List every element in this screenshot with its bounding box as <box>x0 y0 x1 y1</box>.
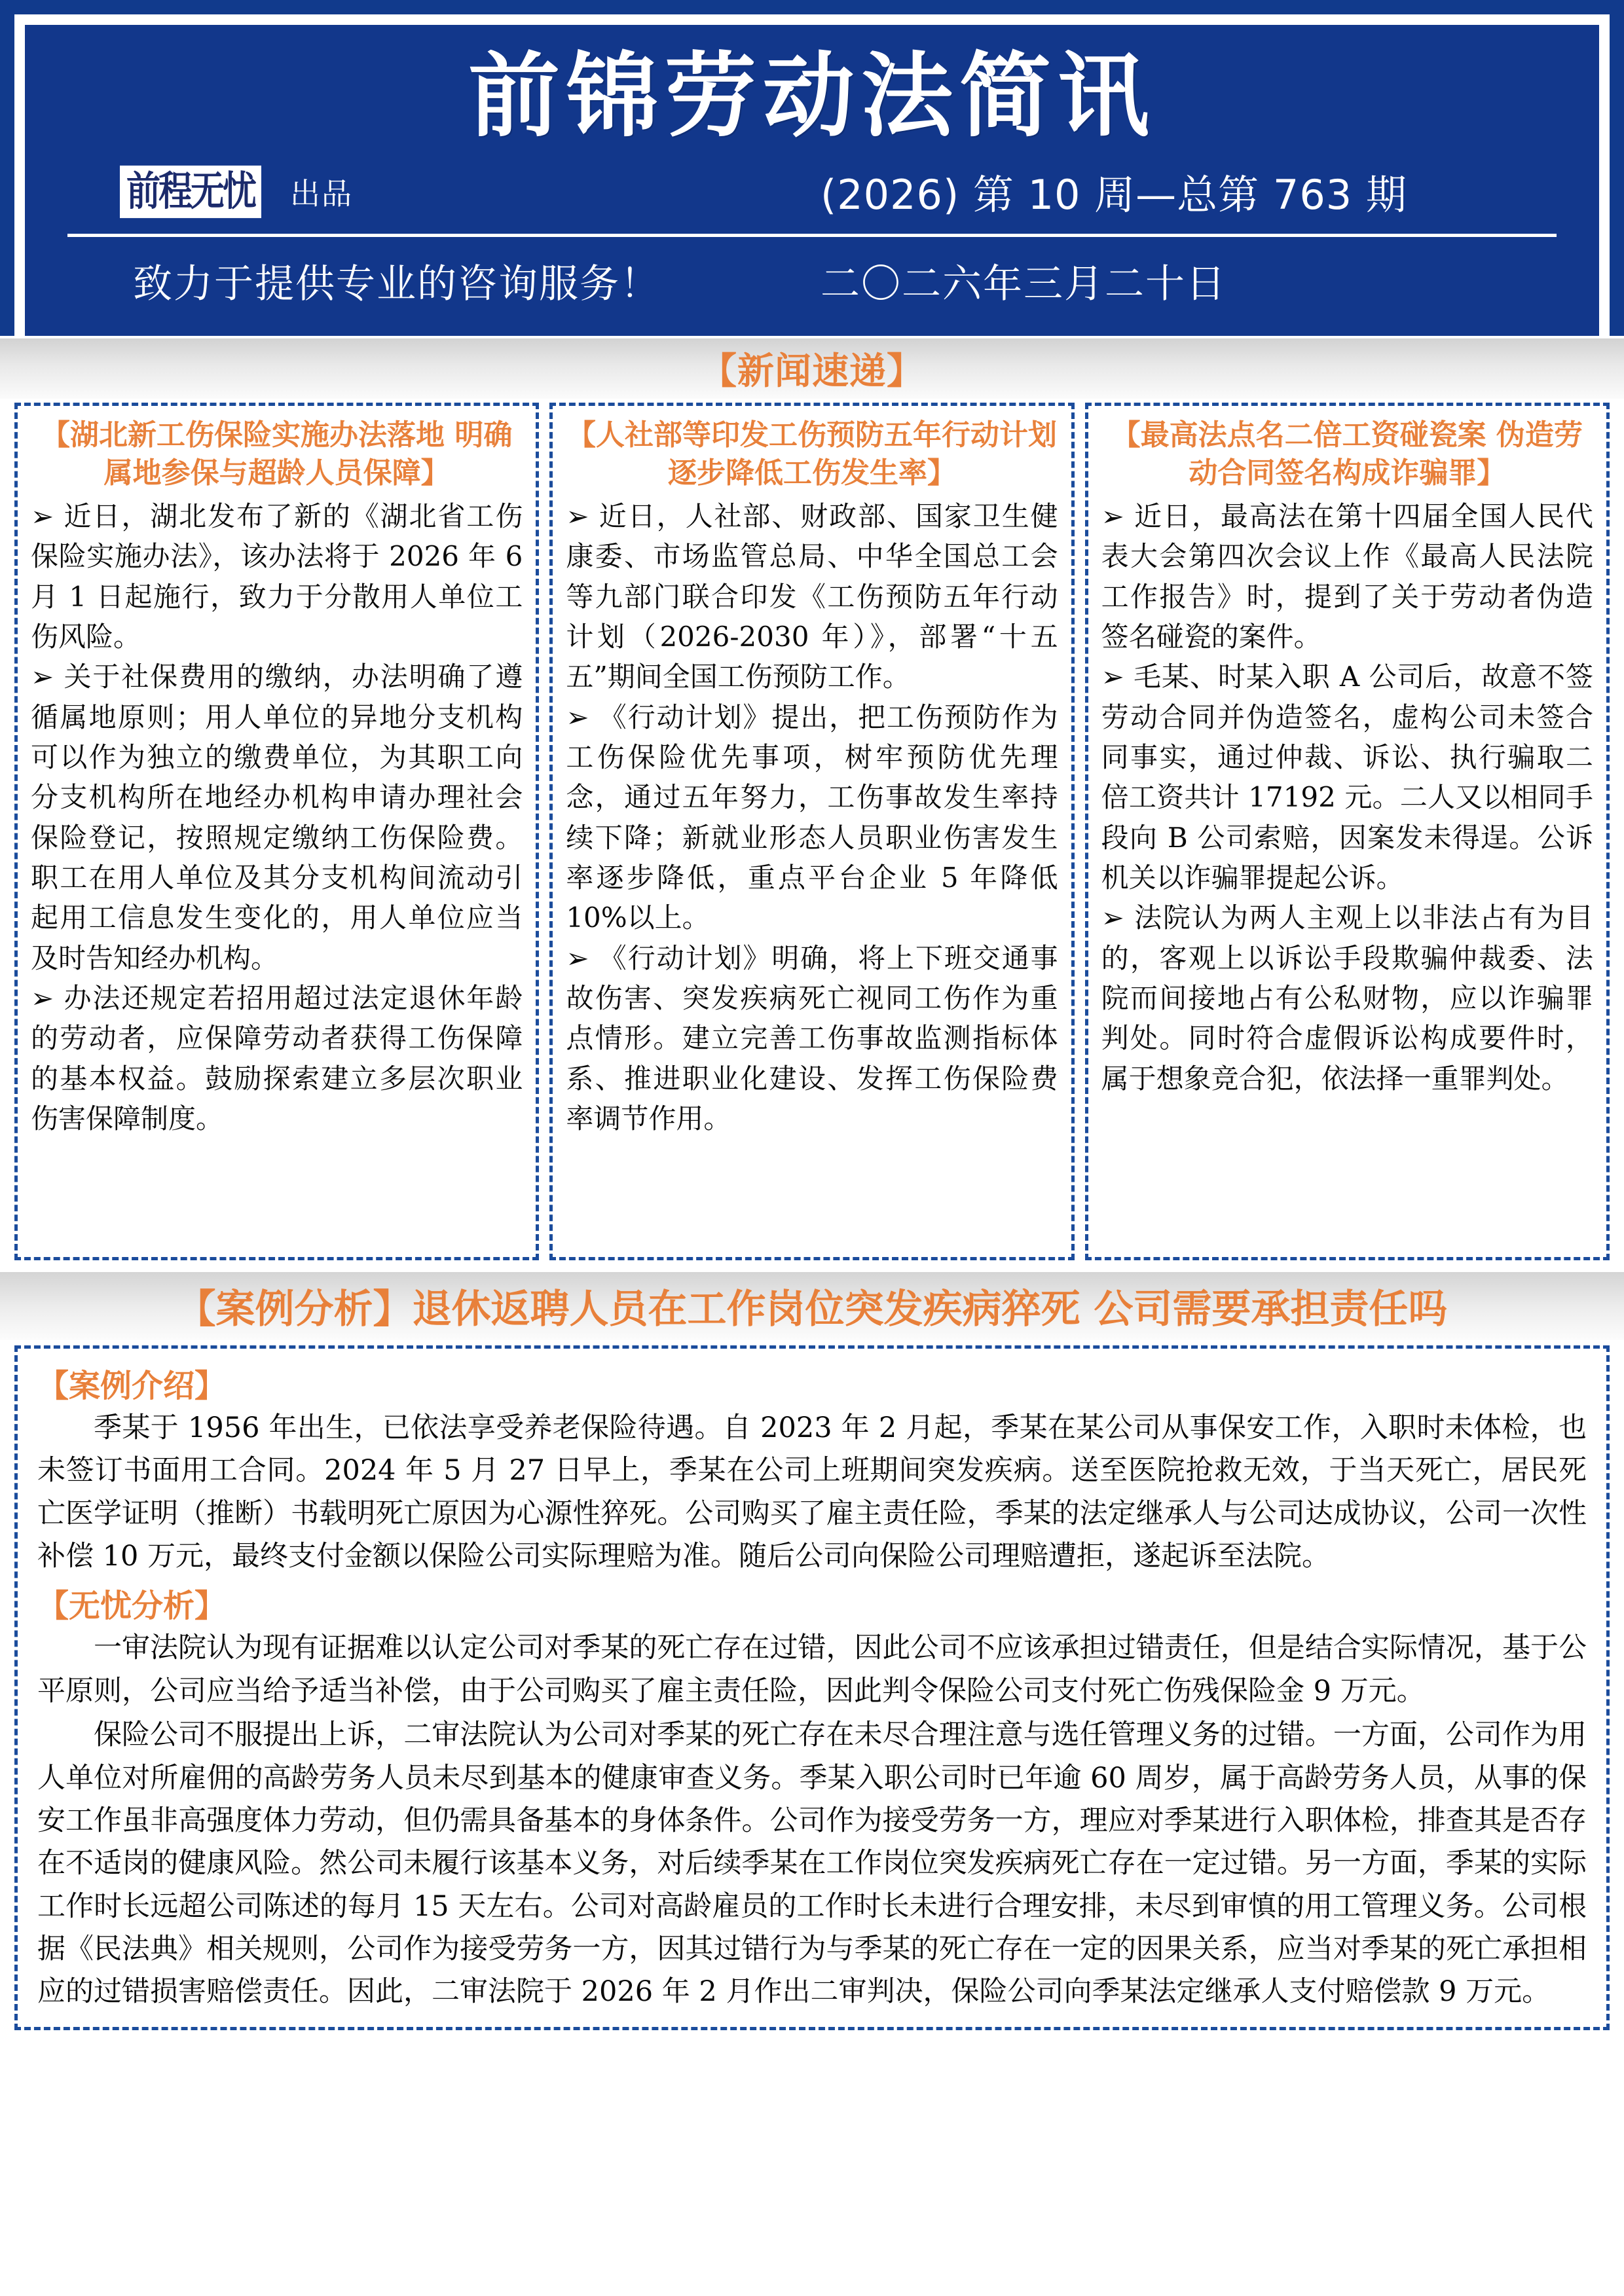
case-analysis-paragraph: 一审法院认为现有证据难以认定公司对季某的死亡存在过错，因此公司不应该承担过错责任，但是结合实际情况，基于公平原则，公司应当给予适当补偿，由于公司购买了雇主责任险，因此判令保险公司支付死亡伤残保险金 9 万元。 <box>37 1631 1587 1707</box>
news-paragraph: ➢ 办法还规定若招用超过法定退休年龄的劳动者，应保障劳动者获得工伤保障的基本权益。鼓励探索建立多层次职业伤害保障制度。 <box>31 981 523 1135</box>
case-intro-subheading: 【案例介绍】 <box>37 1368 227 1404</box>
news-grid <box>0 399 1624 1260</box>
page-title: 前锦劳动法简讯 <box>468 43 1156 150</box>
case-section-banner <box>0 1272 1624 1340</box>
news-paragraph: ➢ 《行动计划》提出，把工伤预防作为工伤保险优先事项，树牢预防优先理念，通过五年努力，工伤事故发生率持续下降；新就业形态人员职业伤害发生率逐步降低，重点平台企业 5 年降低 10%以上。 <box>566 701 1058 934</box>
case-analysis-paragraph: 保险公司不服提出上诉，二审法院认为公司对季某的死亡存在未尽合理注意与选任管理义务的过错。一方面，公司作为用人单位对所雇佣的高龄劳务人员未尽到基本的健康审查义务。季某入职公司时已年逾 60 周岁，属于高龄劳务人员，从事的保安工作虽非高强度体力劳动，但仍需具备基本的身体条件。公司作为接受劳务一方，理应对季某进行入职体检，排查其是否存在不适岗的健康风险。然公司未履行该基本义务，对后续季某在工作岗位突发疾病死亡存在一定过错。另一方面，季某的实际工作时长远超公司陈述的每月 15 天左右。公司对高龄雇员的工作时长未进行合理安排，未尽到审慎的用工管理义务。公司根据《民法典》相关规则，公司作为接受劳务一方，因其过错行为与季某的死亡存在一定的因果关系，应当对季某的死亡承担相应的过错损害赔偿责任。因此，二审法院于 2026 年 2 月作出二审判决，保险公司向季某法定继承人支付赔偿款 9 万元。 <box>37 1719 1587 2009</box>
news-paragraph: ➢ 关于社保费用的缴纳，办法明确了遵循属地原则；用人单位的异地分支机构可以作为独立的缴费单位，为其职工向分支机构所在地经办机构申请办理社会保险登记，按照规定缴纳工伤保险费。职工在用人单位及其分支机构间流动引起用工信息发生变化的，用人单位应当及时告知经办机构。 <box>31 661 523 974</box>
issue-number: (2026) 第 10 周—总第 763 期 <box>821 171 1407 219</box>
news-column-1 <box>14 403 539 1260</box>
news-paragraph: ➢ 近日，湖北发布了新的《湖北省工伤保险实施办法》，该办法将于 2026 年 6 月 1 日起施行，致力于分散用人单位工伤风险。 <box>31 500 523 653</box>
masthead <box>25 25 1599 336</box>
brand-logo: 前程无忧 <box>120 165 261 217</box>
news-column-2 <box>549 403 1074 1260</box>
masthead-identity-row <box>67 152 1557 230</box>
news-paragraph: ➢ 毛某、时某入职 A 公司后，故意不签劳动合同并伪造签名，虚构公司未签合同事实，通过仲裁、诉讼、执行骗取二倍工资共计 17192 元。二人又以相同手段向 B 公司索赔，因案发未得逞。公诉机关以诈骗罪提起公诉。 <box>1101 661 1593 894</box>
produced-by-label: 出品 <box>290 175 354 211</box>
news-headline: 【最高法点名二倍工资碰瓷案 伪造劳动合同签名构成诈骗罪】 <box>1111 418 1583 490</box>
case-analysis-subheading: 【无忧分析】 <box>37 1588 227 1625</box>
news-section-banner <box>0 338 1624 399</box>
news-column-3 <box>1085 403 1610 1260</box>
news-headline: 【湖北新工伤保险实施办法落地 明确属地参保与超龄人员保障】 <box>41 418 513 490</box>
news-paragraph: ➢ 法院认为两人主观上以非法占有为目的，客观上以诉讼手段欺骗仲裁委、法院而间接地占有公私财物，应以诈骗罪判处。同时符合虚假诉讼构成要件时，属于想象竞合犯，依法择一重罪判处。 <box>1101 902 1593 1095</box>
publication-date: 二〇二六年三月二十日 <box>821 261 1227 307</box>
news-paragraph: ➢ 近日，人社部、财政部、国家卫生健康委、市场监管总局、中华全国总工会等九部门联合印发《工伤预防五年行动计划（2026-2030 年）》，部署“十五五”期间全国工伤预防工作。 <box>566 500 1058 693</box>
slogan: 致力于提供专业的咨询服务！ <box>133 261 661 307</box>
case-intro-paragraph: 季某于 1956 年出生，已依法享受养老保险待遇。自 2023 年 2 月起，季某在某公司从事保安工作，入职时未体检，也未签订书面用工合同。2024 年 5 月 27 日早上，季某在公司上班期间突发疾病。送至医院抢救无效，于当天死亡，居民死亡医学证明（推断）书载明死亡原因为心源性猝死。公司购买了雇主责任险，季某的法定继承人与公司达成协议，公司一次性补偿 10 万元，最终支付金额以保险公司实际理赔为准。随后公司向保险公司理赔遭拒，遂起诉至法院。 <box>37 1412 1587 1573</box>
masthead-slogan-row <box>67 237 1557 316</box>
news-section-title: 【新闻速递】 <box>700 350 924 393</box>
case-analysis-box <box>14 1345 1610 2030</box>
case-section-title: 【案例分析】退休返聘人员在工作岗位突发疾病猝死 公司需要承担责任吗 <box>176 1286 1448 1332</box>
masthead-outer-frame <box>0 0 1624 336</box>
news-headline: 【人社部等印发工伤预防五年行动计划 逐步降低工伤发生率】 <box>566 418 1057 490</box>
news-paragraph: ➢ 近日，最高法在第十四届全国人民代表大会第四次会议上作《最高人民法院工作报告》时，提到了关于劳动者伪造签名碰瓷的案件。 <box>1101 500 1593 653</box>
brand-block <box>67 170 821 214</box>
news-paragraph: ➢ 《行动计划》明确，将上下班交通事故伤害、突发疾病死亡视同工伤作为重点情形。建立完善工伤事故监测指标体系、推进职业化建设、发挥工伤保险费率调节作用。 <box>566 941 1058 1135</box>
